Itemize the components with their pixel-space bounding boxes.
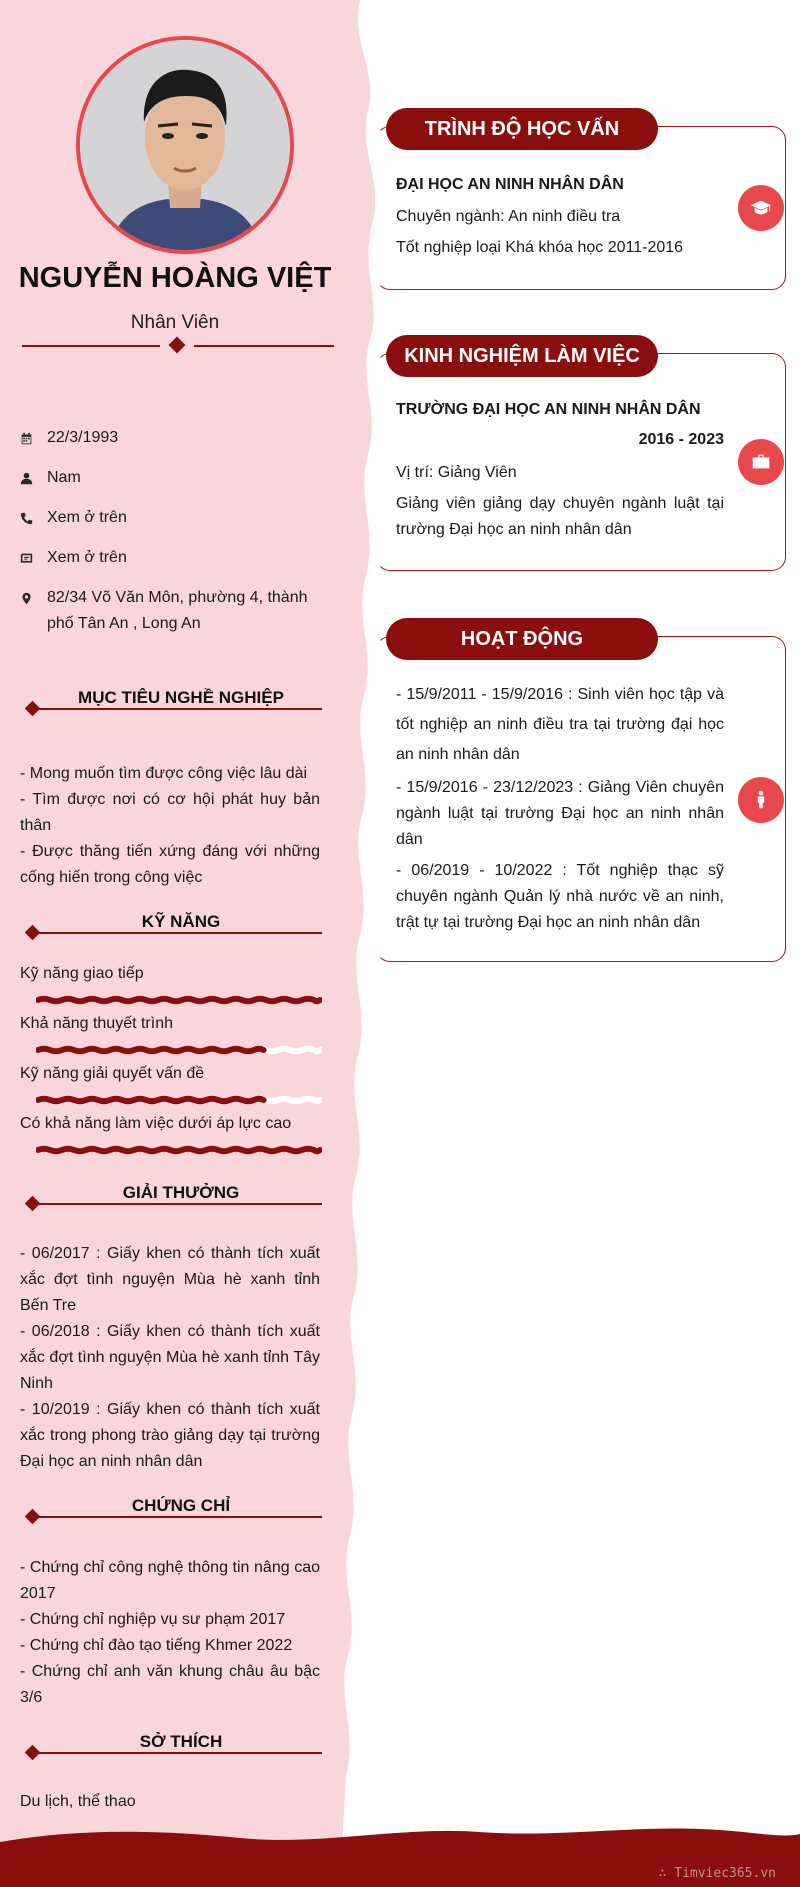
certificates-text — [20, 1555, 320, 1711]
skill-label: Kỹ năng giải quyết vấn đề — [20, 1065, 205, 1082]
calendar-icon — [20, 425, 47, 451]
gender-text: Nam — [47, 469, 81, 486]
candidate-name: NGUYỄN HOÀNG VIỆT — [18, 262, 332, 294]
experience-position: Vị trí: Giảng Viên — [396, 464, 517, 481]
experience-period: 2016 - 2023 — [638, 431, 724, 448]
education-graduation: Tốt nghiệp loại Khá khóa học 2011-2016 — [396, 239, 684, 256]
skill-bar — [36, 1094, 322, 1106]
skill-label: Khả năng thuyết trình — [20, 1015, 173, 1032]
hobbies-title: SỞ THÍCH — [139, 1732, 223, 1751]
certificates-title: CHỨNG CHỈ — [131, 1496, 231, 1515]
certificate-line: - Chứng chỉ anh văn khung châu âu bậc 3/6 — [20, 1663, 320, 1706]
skill-bar — [36, 1044, 322, 1056]
certificate-line: - Chứng chỉ đào tạo tiếng Khmer 2022 — [20, 1637, 293, 1654]
hobbies-text: Du lịch, thể thao — [20, 1793, 136, 1810]
email-text: Xem ở trên — [47, 549, 127, 566]
graduation-cap-icon — [738, 185, 784, 231]
skill-bar-fill — [38, 1149, 320, 1152]
award-line: - 10/2019 : Giấy khen có thành tích xuất xắc trong phong trào giảng dạy tại trường Đại học an ninh nhân dân — [20, 1401, 320, 1470]
education-major: Chuyên ngành: An ninh điều tra — [396, 208, 621, 225]
phone-icon — [20, 505, 47, 531]
objective-title: MỤC TIÊU NGHỀ NGHIỆP — [78, 688, 284, 707]
watermark: ∴ Timviec365.vn — [658, 1866, 776, 1881]
skill-bar-fill — [38, 1049, 264, 1052]
certificate-line: - Chứng chỉ nghiệp vụ sư phạm 2017 — [20, 1611, 286, 1628]
candidate-role: Nhân Viên — [130, 312, 220, 333]
address-row — [20, 585, 320, 637]
skills-heading — [20, 912, 322, 946]
education-school: ĐẠI HỌC AN NINH NHÂN DÂN — [396, 176, 624, 193]
skill-label: Có khả năng làm việc dưới áp lực cao — [20, 1115, 292, 1132]
skill-bar-fill — [38, 1099, 264, 1102]
person-icon — [20, 465, 47, 491]
objective-line: - Tìm được nơi có cơ hội phát huy bản thân — [20, 791, 320, 834]
objective-line: - Được thăng tiến xứng đáng với những cống hiến trong công việc — [20, 843, 320, 886]
skill-bar — [36, 994, 322, 1006]
activity-item: - 06/2019 - 10/2022 : Tốt nghiệp thạc sỹ chuyên ngành Quản lý nhà nước về an ninh, trật tự tại trường Đại học an ninh nhân dân — [396, 862, 724, 931]
address-text: 82/34 Võ Văn Môn, phường 4, thành phố Tân An , Long An — [47, 589, 308, 632]
skill-bar-fill — [38, 999, 320, 1002]
person-standing-icon — [738, 777, 784, 823]
birthday-row — [20, 425, 320, 451]
map-marker-icon — [20, 585, 47, 611]
birthday-text: 22/3/1993 — [47, 429, 119, 446]
avatar — [76, 36, 294, 254]
phone-row — [20, 505, 320, 531]
certificate-line: - Chứng chỉ công nghệ thông tin nâng cao 2017 — [20, 1559, 320, 1602]
phone-text: Xem ở trên — [47, 509, 127, 526]
objective-text — [20, 761, 320, 891]
objective-heading — [20, 688, 322, 722]
certificates-heading — [20, 1496, 322, 1530]
awards-title: GIẢI THƯỞNG — [122, 1183, 240, 1202]
email-icon — [20, 545, 47, 571]
avatar-portrait-icon — [80, 40, 290, 250]
experience-title: KINH NGHIỆM LÀM VIỆC — [386, 335, 658, 377]
gender-row — [20, 465, 320, 491]
activity-item: - 15/9/2011 - 15/9/2016 : Sinh viên học tập và tốt nghiệp an ninh điều tra tại trường đại học an ninh nhân dân — [396, 686, 724, 763]
hobbies-heading — [20, 1732, 322, 1766]
experience-company: TRƯỜNG ĐẠI HỌC AN NINH NHÂN DÂN — [396, 401, 701, 418]
objective-line: - Mong muốn tìm được công việc lâu dài — [20, 765, 308, 782]
activities-title: HOẠT ĐỘNG — [386, 618, 658, 660]
email-row — [20, 545, 320, 571]
experience-description: Giảng viên giảng dạy chuyên ngành luật tại trường Đại học an ninh nhân dân — [396, 495, 724, 538]
award-line: - 06/2017 : Giấy khen có thành tích xuất xắc đợt tình nguyện Mùa hè xanh tỉnh Bến Tre — [20, 1245, 320, 1314]
education-title: TRÌNH ĐỘ HỌC VẤN — [386, 108, 658, 150]
award-line: - 06/2018 : Giấy khen có thành tích xuất xắc đợt tình nguyện Mùa hè xanh tỉnh Tây Ninh — [20, 1323, 320, 1392]
awards-text — [20, 1241, 320, 1475]
skills-title: KỸ NĂNG — [141, 912, 221, 931]
awards-heading — [20, 1183, 322, 1217]
skill-label: Kỹ năng giao tiếp — [20, 965, 144, 982]
skill-bar — [36, 1144, 322, 1156]
briefcase-icon — [738, 439, 784, 485]
activity-item: - 15/9/2016 - 23/12/2023 : Giảng Viên chuyên ngành luật tại trường Đại học an ninh nhân dân — [396, 779, 724, 848]
